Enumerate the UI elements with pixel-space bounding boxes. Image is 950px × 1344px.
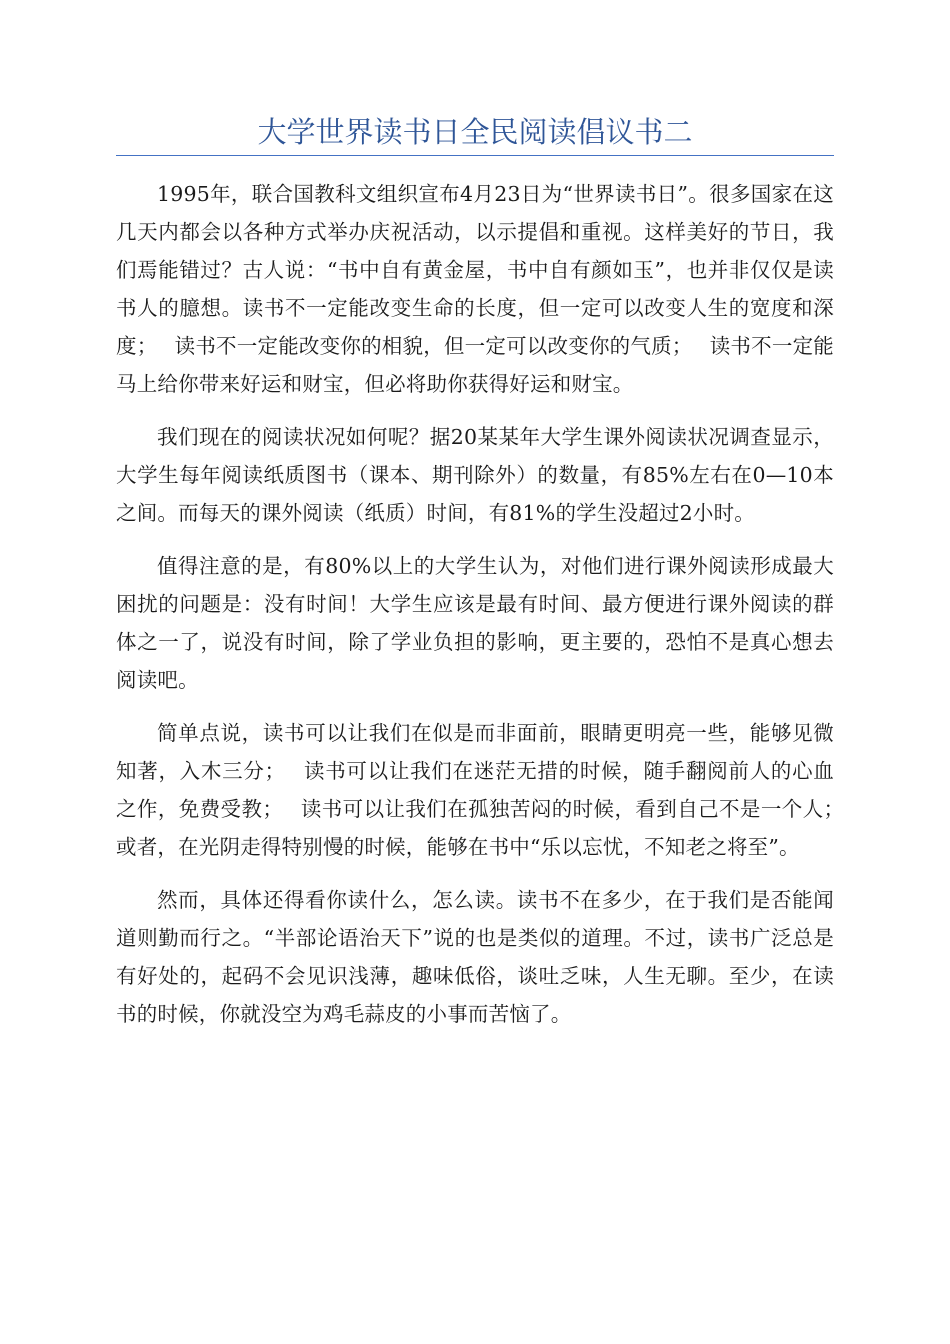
- document-body: [116, 175, 862, 1048]
- paragraph-3: 值得注意的是，有80%以上的大学生认为，对他们进行课外阅读形成最大困扰的问题是：没有时间！大学生应该是最有时间、最方便进行课外阅读的群体之一了，说没有时间，除了学业负担的影响，更主要的，恐怕不是真心想去阅读吧。: [116, 554, 834, 692]
- paragraph-1: 1995年，联合国教科文组织宣布4月23日为“世界读书日”。很多国家在这几天内都会以各种方式举办庆祝活动，以示提倡和重视。这样美好的节日，我们焉能错过？古人说：“书中自有黄金屋，书中自有颜如玉”，也并非仅仅是读书人的臆想。读书不一定能改变生命的长度，但一定可以改变人生的宽度和深度； 读书不一定能改变你的相貌，但一定可以改变你的气质； 读书不一定能马上给你带来好运和财宝，但必将助你获得好运和财宝。: [116, 182, 834, 396]
- title-underline: [116, 155, 834, 156]
- paragraph-5: 然而，具体还得看你读什么，怎么读。读书不在多少，在于我们是否能闻道则勤而行之。“半部论语治天下”说的也是类似的道理。不过，读书广泛总是有好处的，起码不会见识浅薄，趣味低俗，谈吐乏味，人生无聊。至少，在读书的时候，你就没空为鸡毛蒜皮的小事而苦恼了。: [116, 888, 834, 1026]
- document-title: 大学世界读书日全民阅读倡议书二: [257, 115, 693, 149]
- paragraph-4: 简单点说，读书可以让我们在似是而非面前，眼睛更明亮一些，能够见微知著，入木三分； 读书可以让我们在迷茫无措的时候，随手翻阅前人的心血之作，免费受教； 读书可以让我们在孤独苦闷的时候，看到自己不是一个人； 或者，在光阴走得特别慢的时候，能够在书中“乐以忘忧，不知老之将至”。: [116, 721, 862, 859]
- paragraph-2: 我们现在的阅读状况如何呢？据20某某年大学生课外阅读状况调查显示，大学生每年阅读纸质图书（课本、期刊除外）的数量，有85%左右在0—10本之间。而每天的课外阅读（纸质）时间，有81%的学生没超过2小时。: [116, 425, 834, 525]
